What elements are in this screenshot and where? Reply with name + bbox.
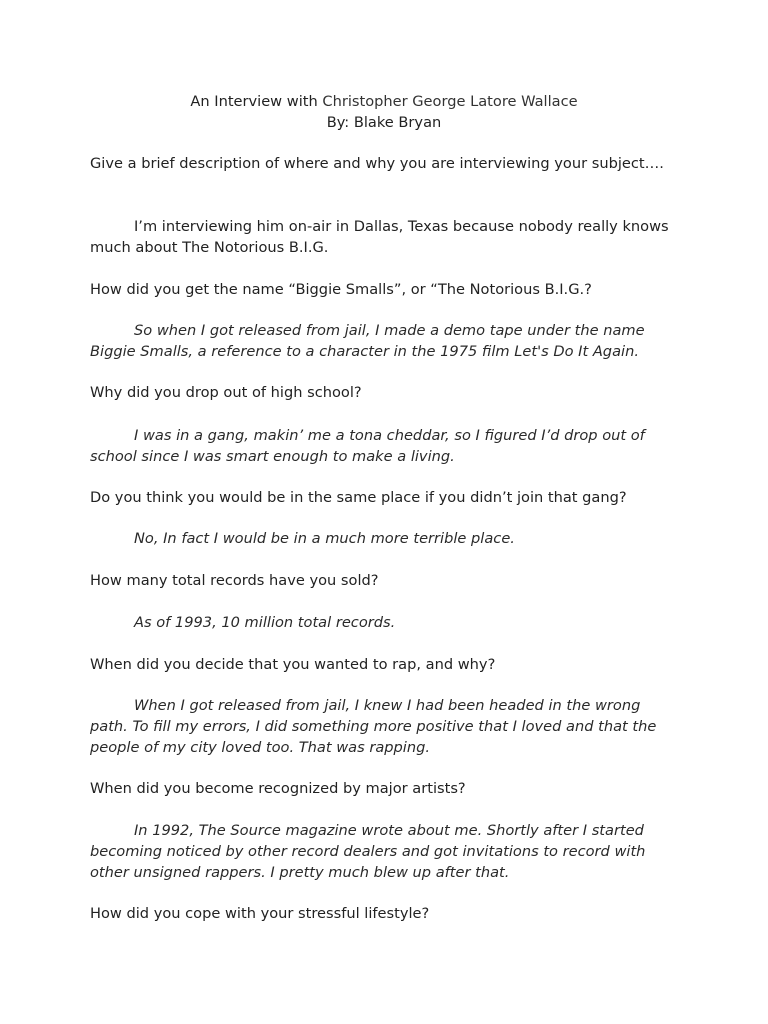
title-subject: Christopher George Latore Wallace bbox=[322, 93, 578, 110]
title-prefix: An Interview with bbox=[190, 93, 323, 110]
answer-6 bbox=[90, 695, 680, 758]
byline: By: Blake Bryan bbox=[326, 114, 442, 131]
answer-2-text: So when I got released from jail, I made a demo tape under the name Biggie Smalls, a reference to a character in the 1975 film Let's Do It Again. bbox=[90, 322, 645, 360]
answer-3-text: I was in a gang, makin’ me a tona cheddar, so I figured I’d drop out of school since I was smart enough to make a living. bbox=[90, 427, 645, 465]
answer-5 bbox=[90, 612, 680, 633]
question-8: How did you cope with your stressful lifestyle? bbox=[90, 905, 430, 922]
question-4: Do you think you would be in the same place if you didn’t join that gang? bbox=[90, 489, 627, 506]
answer-6-text: When I got released from jail, I knew I had been headed in the wrong path. To fill my errors, I did something more positive that I loved and that the people of my city loved too. That was rapping. bbox=[90, 697, 657, 756]
answer-4 bbox=[90, 528, 680, 549]
answer-7 bbox=[90, 820, 680, 883]
question-7: When did you become recognized by major artists? bbox=[90, 780, 466, 797]
interview-title bbox=[0, 91, 768, 112]
question-5: How many total records have you sold? bbox=[90, 572, 379, 589]
question-2: How did you get the name “Biggie Smalls”, or “The Notorious B.I.G.? bbox=[90, 281, 592, 298]
answer-5-text: As of 1993, 10 million total records. bbox=[134, 614, 396, 631]
answer-2 bbox=[90, 320, 680, 362]
answer-3 bbox=[90, 425, 680, 467]
answer-4-text: No, In fact I would be in a much more terrible place. bbox=[134, 530, 515, 547]
answer-1 bbox=[90, 216, 680, 258]
question-1: Give a brief description of where and why you are interviewing your subject…. bbox=[90, 155, 664, 172]
question-6: When did you decide that you wanted to rap, and why? bbox=[90, 656, 496, 673]
question-3: Why did you drop out of high school? bbox=[90, 384, 362, 401]
answer-7-text: In 1992, The Source magazine wrote about me. Shortly after I started becoming noticed by other record dealers and got invitations to record with other unsigned rappers. I pretty much blew up after that. bbox=[90, 822, 646, 881]
title-block bbox=[0, 91, 768, 133]
answer-1-text: I’m interviewing him on-air in Dallas, Texas because nobody really knows much about The Notorious B.I.G. bbox=[90, 218, 669, 256]
